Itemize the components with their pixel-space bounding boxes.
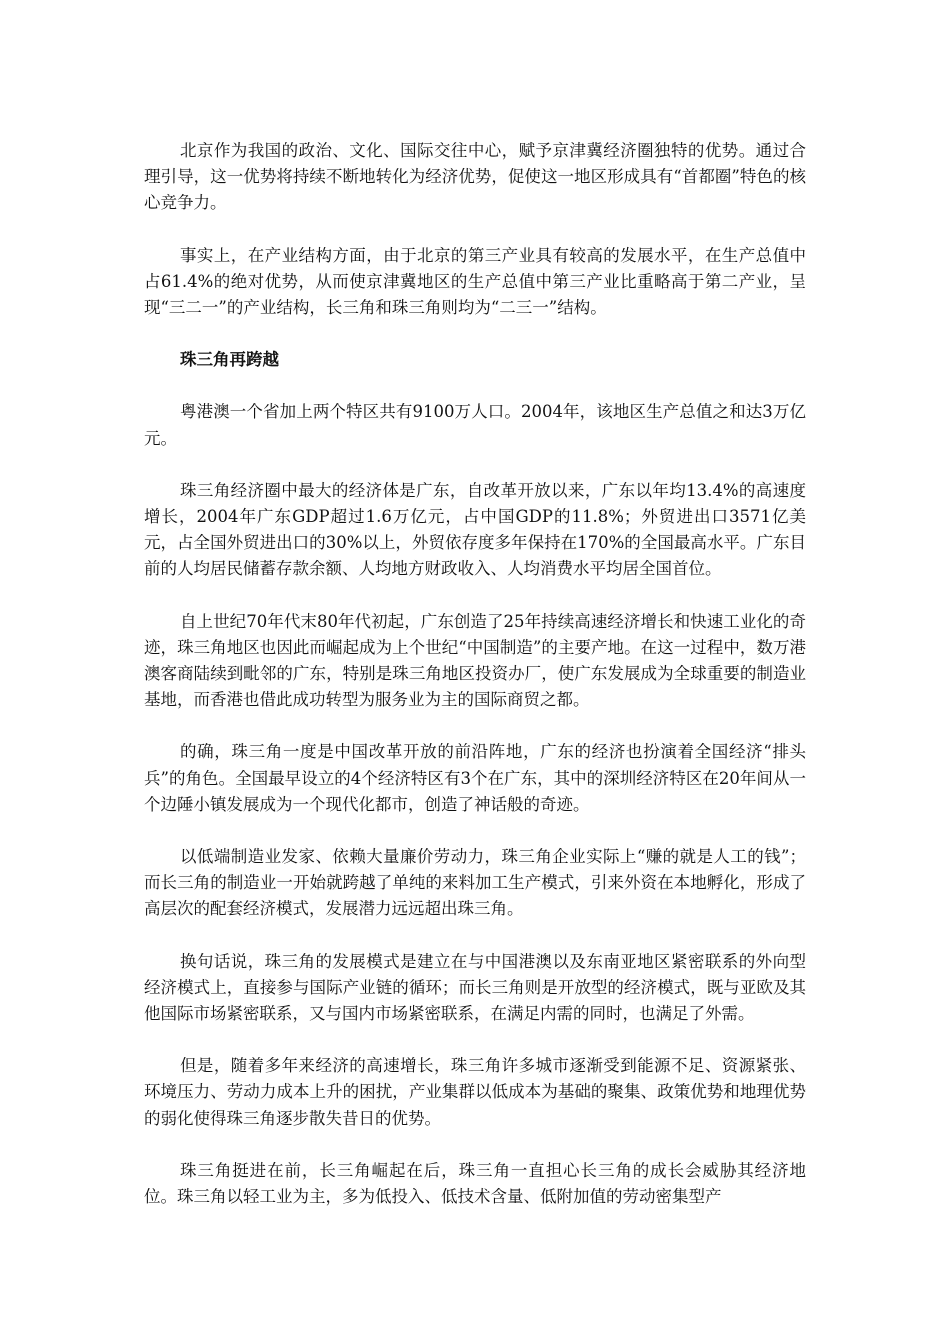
paragraph-capital-advantage: 北京作为我国的政治、文化、国际交往中心，赋予京津冀经济圈独特的优势。通过合理引导，这一优势将持续不断地转化为经济优势，促使这一地区形成具有“首都圈”特色的核心竞争力。: [144, 141, 806, 213]
paragraph-guangdong-economy: 珠三角经济圈中最大的经济体是广东，自改革开放以来，广东以年均13.4%的高速度增长，2004年广东GDP超过1.6万亿元，占中国GDP的11.8%；外贸进出口3571亿美元，占全国外贸进出口的30%以上，外贸依存度多年保持在170%的全国最高水平。广东目前的人均居民储蓄存款余额、人均地方财政收入、人均消费水平均居全国首位。: [144, 480, 806, 579]
paragraph-industry-structure: 事实上，在产业结构方面，由于北京的第三产业具有较高的发展水平，在生产总值中占61.4%的绝对优势，从而使京津冀地区的生产总值中第三产业比重略高于第二产业，呈现“三二一”的产业结构，长三角和珠三角则均为“二三一”结构。: [144, 245, 806, 318]
paragraph-reform-frontier: 的确，珠三角一度是中国改革开放的前沿阵地，广东的经济也扮演着全国经济“排头兵”的角色。全国最早设立的4个经济特区有3个在广东，其中的深圳经济特区在20年间从一个边陲小镇发展成为一个现代化都市，创造了神话般的奇迹。: [144, 742, 806, 814]
paragraph-competition: 珠三角挺进在前，长三角崛起在后，珠三角一直担心长三角的成长会威胁其经济地位。珠三角以轻工业为主，多为低投入、低技术含量、低附加值的劳动密集型产: [144, 1160, 806, 1207]
paragraph-development-model: 换句话说，珠三角的发展模式是建立在与中国港澳以及东南亚地区紧密联系的外向型经济模式上，直接参与国际产业链的循环；而长三角则是开放型的经济模式，既与亚欧及其他国际市场紧密联系，又与国内市场紧密联系，在满足内需的同时，也满足了外需。: [144, 951, 806, 1024]
document-page: [144, 138, 806, 1210]
paragraph-industrialization: 自上世纪70年代末80年代初起，广东创造了25年持续高速经济增长和快速工业化的奇迹，珠三角地区也因此而崛起成为上个世纪“中国制造”的主要产地。在这一过程中，数万港澳客商陆续到毗邻的广东，特别是珠三角地区投资办厂，使广东发展成为全球重要的制造业基地，而香港也借此成功转型为服务业为主的国际商贸之都。: [144, 611, 806, 710]
section-heading: 珠三角再跨越: [180, 350, 279, 370]
paragraph-manufacturing-model: 以低端制造业发家、依赖大量廉价劳动力，珠三角企业实际上“赚的就是人工的钱”；而长三角的制造业一开始就跨越了单纯的来料加工生产模式，引来外资在本地孵化，形成了高层次的配套经济模式，发展潜力远远超出珠三角。: [144, 847, 806, 919]
paragraph-population: 粤港澳一个省加上两个特区共有9100万人口。2004年，该地区生产总值之和达3万亿元。: [144, 402, 806, 448]
paragraph-challenges: 但是，随着多年来经济的高速增长，珠三角许多城市逐渐受到能源不足、资源紧张、环境压力、劳动力成本上升的困扰，产业集群以低成本为基础的聚集、政策优势和地理优势的弱化使得珠三角逐步散失昔日的优势。: [144, 1056, 806, 1128]
